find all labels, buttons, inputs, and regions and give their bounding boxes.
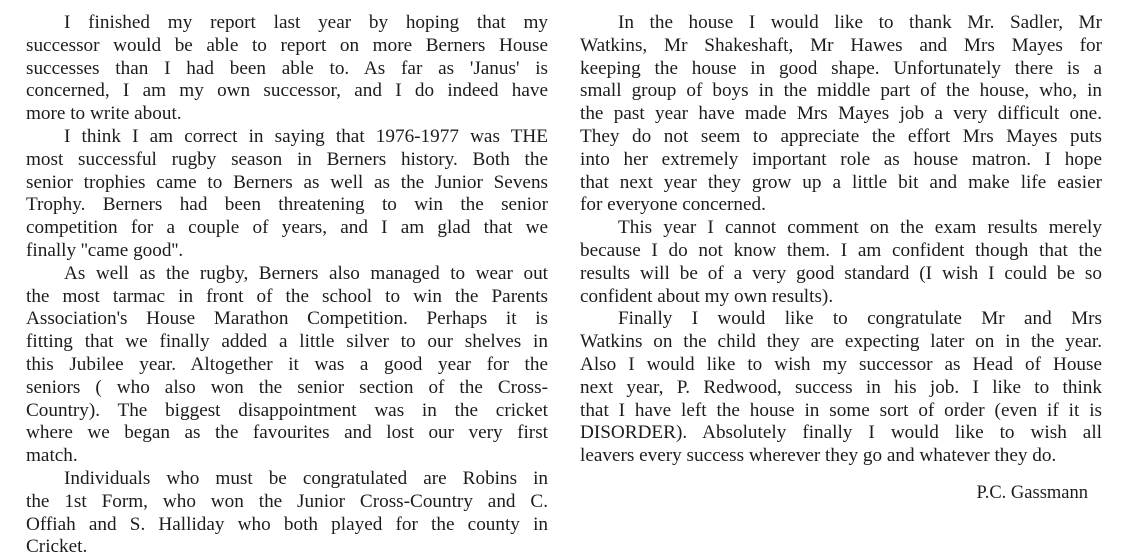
text-line: Also I would like to wish my successor as Head of House [580, 353, 1102, 375]
text-line: where we began as the favourites and lost our very first [26, 422, 548, 444]
text-line: Trophy. Berners had been threatening to win the senior [26, 194, 548, 216]
text-line: successor would be able to report on more Berners House [26, 34, 548, 56]
text-line: leavers every success wherever they go and whatever they do. [580, 445, 1057, 467]
text-line: match. [26, 445, 78, 467]
report-right-column [580, 12, 1102, 505]
text-line: I finished my report last year by hoping that my [64, 12, 548, 33]
text-line: the 1st Form, who won the Junior Cross-Country and C. [26, 490, 548, 512]
text-line: finally ''came good''. [26, 239, 184, 261]
text-line: Watkins, Mr Shakeshaft, Mr Hawes and Mrs Mayes for [580, 34, 1102, 56]
text-line: small group of boys in the middle part of the house, who, in [580, 80, 1102, 102]
text-line: this Jubilee year. Altogether it was a good year for the [26, 353, 548, 375]
author-signature: P.C. Gassmann [976, 482, 1088, 503]
text-line: Individuals who must be congratulated are Robins in [64, 467, 548, 489]
text-line: more to write about. [26, 103, 182, 125]
text-line: results will be of a very good standard (I wish I could be so [580, 262, 1102, 284]
text-line: Cricket. [26, 536, 88, 558]
text-line: They do not seem to appreciate the effort Mrs Mayes puts [580, 125, 1102, 147]
paragraph [580, 308, 1102, 468]
text-line: senior trophies came to Berners as well as the Junior Sevens [26, 171, 548, 193]
text-line: next year, P. Redwood, success in his job. I like to think [580, 376, 1102, 398]
text-line: into her extremely important role as house matron. I hope [580, 148, 1102, 170]
text-line: for everyone concerned. [580, 194, 766, 216]
text-line: In the house I would like to thank Mr. Sadler, Mr [618, 12, 1102, 33]
text-line: Offiah and S. Halliday who both played for the county in [26, 513, 548, 535]
text-line: because I do not know them. I am confident though that the [580, 239, 1102, 261]
text-line: the most tarmac in front of the school to win the Parents [26, 285, 548, 307]
text-line: I think I am correct in saying that 1976-1977 was THE [64, 125, 548, 147]
text-line: This year I cannot comment on the exam results merely [618, 217, 1102, 239]
text-line: successes than I had been able to. As far as 'Janus' is [26, 57, 548, 79]
text-line: seniors ( who also won the senior section of the Cross- [26, 376, 548, 398]
text-line: As well as the rugby, Berners also managed to wear out [64, 262, 548, 284]
text-line: the past year have made Mrs Mayes job a very difficult one. [580, 103, 1102, 125]
paragraph [26, 468, 548, 559]
text-line: competition for a couple of years, and I am glad that we [26, 217, 548, 239]
text-line: confident about my own results). [580, 285, 834, 307]
text-line: most successful rugby season in Berners history. Both the [26, 148, 548, 170]
text-line: Country). The biggest disappointment was in the cricket [26, 399, 548, 421]
text-line: Finally I would like to congratulate Mr and Mrs [618, 308, 1102, 330]
text-line: Association's House Marathon Competition. Perhaps it is [26, 308, 548, 330]
text-line: that next year they grow up a little bit and make life easier [580, 171, 1102, 193]
text-line: that I have left the house in some sort of order (even if it is [580, 399, 1102, 421]
paragraph [580, 12, 1102, 217]
paragraph [26, 12, 548, 126]
paragraph [580, 217, 1102, 308]
text-line: keeping the house in good shape. Unfortunately there is a [580, 57, 1102, 79]
text-line: DISORDER). Absolutely finally I would like to wish all [580, 422, 1102, 444]
text-line: fitting that we finally added a little silver to our shelves in [26, 331, 548, 353]
report-left-column [26, 12, 548, 559]
text-line: concerned, I am my own successor, and I do indeed have [26, 80, 548, 102]
paragraph [26, 126, 548, 263]
paragraph [26, 263, 548, 468]
text-line: Watkins on the child they are expecting later on in the year. [580, 331, 1102, 353]
